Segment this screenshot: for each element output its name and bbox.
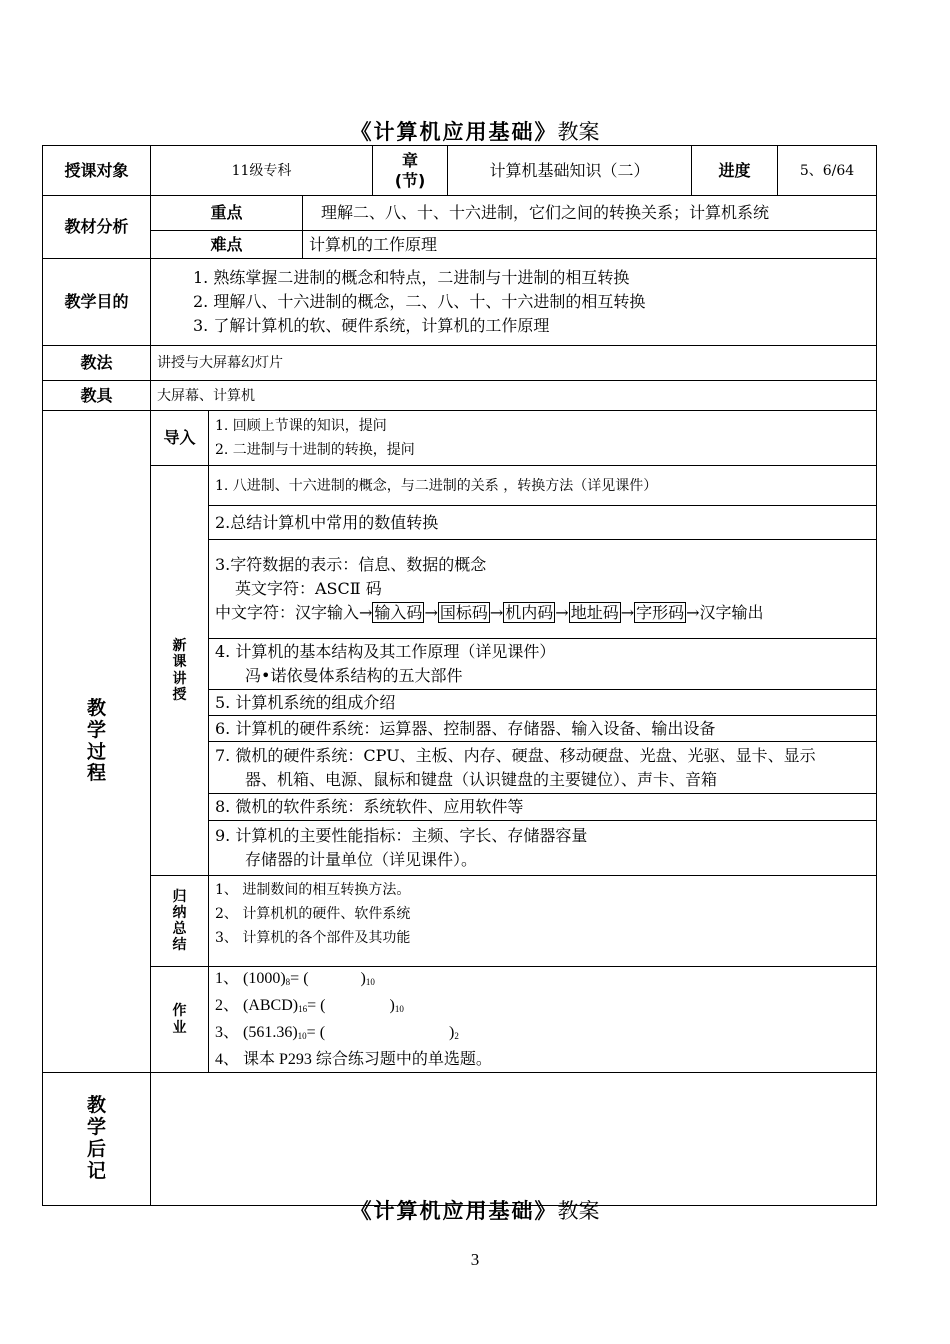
lecture-item-3	[209, 540, 877, 639]
objective-item: 2. 理解八、十六进制的概念，二、八、十、十六进制的相互转换	[193, 292, 646, 311]
objectives-list	[151, 259, 877, 346]
lecture-item-1: 1. 八进制、十六进制的概念，与二进制的关系 ，转换方法（详见课件）	[209, 466, 877, 506]
objectives-row	[43, 259, 877, 346]
afterword-label: 教 学 后 记	[86, 1094, 106, 1182]
title-bold: 《计算机应用基础》	[350, 119, 558, 144]
footer-title-bold: 《计算机应用基础》	[350, 1198, 558, 1223]
footer-title	[0, 1197, 950, 1225]
page-title	[0, 118, 950, 146]
lecture-item-4: 4. 计算机的基本结构及其工作原理（详见课件） 冯•诺依曼体系结构的五大部件	[209, 639, 877, 690]
lecture-row-1	[43, 466, 877, 506]
homework-item: 2、 $(ABCD)_{16}=$ ( )$_{10}$	[215, 997, 404, 1014]
summary-label: 归 纳 总 结	[172, 888, 187, 954]
lecture-3-line-2: 英文字符：ASCⅡ 码	[235, 579, 382, 598]
tools-value: 大屏幕、计算机	[151, 381, 877, 411]
summary-list	[209, 876, 877, 967]
homework-row	[43, 967, 877, 1073]
tools-row	[43, 381, 877, 411]
homework-item: 1、 $(1000)_8=$ ( )$_{10}$	[215, 970, 375, 987]
summary-label-cell	[151, 876, 209, 967]
code-box: 字形码	[636, 603, 685, 622]
intro-list	[209, 411, 877, 466]
homework-label: 作 业	[172, 1003, 187, 1036]
page-number: 3	[470, 1250, 480, 1269]
difficult-point-row	[43, 231, 877, 259]
lecture-label-cell	[151, 466, 209, 876]
summary-item: 2、 计算机机的硬件、软件系统	[215, 906, 411, 922]
code-box: 机内码	[505, 603, 554, 622]
chapter-label: 章 (节)	[373, 146, 448, 196]
lecture-item-9: 9. 计算机的主要性能指标：主频、字长、存储器容量 存储器的计量单位（详见课件）。	[209, 821, 877, 876]
key-point-row	[43, 196, 877, 231]
homework-item: 3、 $(561.36)_{10}=$ ( )$_2$	[215, 1024, 459, 1041]
lesson-plan-table	[42, 145, 877, 1206]
method-row	[43, 346, 877, 381]
objective-item: 1. 熟练掌握二进制的概念和特点，二进制与十进制的相互转换	[193, 268, 630, 287]
key-point-value: 理解二、八、十、十六进制，它们之间的转换关系；计算机系统	[303, 196, 877, 231]
summary-item: 1、 进制数间的相互转换方法。	[215, 882, 411, 898]
difficult-point-label: 难点	[151, 231, 303, 259]
code-box: 地址码	[570, 603, 619, 622]
intro-label: 导入	[151, 411, 209, 466]
lecture-item-6: 6. 计算机的硬件系统：运算器、控制器、存储器、输入设备、输出设备	[209, 716, 877, 742]
method-value: 讲授与大屏幕幻灯片	[151, 346, 877, 381]
summary-item: 3、 计算机的各个部件及其功能	[215, 930, 411, 946]
intro-item: 2. 二进制与十进制的转换，提问	[215, 442, 415, 458]
method-label: 教法	[43, 346, 151, 381]
afterword-value	[151, 1073, 877, 1206]
tools-label: 教具	[43, 381, 151, 411]
difficult-point-value: 计算机的工作原理	[303, 231, 877, 259]
afterword-label-cell	[43, 1073, 151, 1206]
afterword-row	[43, 1073, 877, 1206]
lecture-item-2: 2.总结计算机中常用的数值转换	[209, 506, 877, 540]
summary-row	[43, 876, 877, 967]
progress-label: 进度	[692, 146, 778, 196]
analysis-label: 教材分析	[43, 196, 151, 259]
intro-item: 1. 回顾上节课的知识，提问	[215, 418, 387, 434]
objectives-label: 教学目的	[43, 259, 151, 346]
code-box: 国标码	[439, 603, 488, 622]
chapter-value: 计算机基础知识（二）	[448, 146, 692, 196]
key-point-label: 重点	[151, 196, 303, 231]
audience-value: 11级专科	[151, 146, 373, 196]
process-label-cell	[43, 411, 151, 1073]
homework-label-cell	[151, 967, 209, 1073]
lecture-item-7: 7. 微机的硬件系统：CPU、主板、内存、硬盘、移动硬盘、光盘、光驱、显卡、显示 器、机箱、电源、鼠标和键盘（认识键盘的主要键位）、声卡、音箱	[209, 742, 877, 794]
code-box: 输入码	[374, 603, 423, 622]
title-rest: 教案	[557, 120, 600, 144]
lecture-item-8: 8. 微机的软件系统：系统软件、应用软件等	[209, 794, 877, 821]
header-row	[43, 146, 877, 196]
intro-row	[43, 411, 877, 466]
homework-list	[209, 967, 877, 1073]
audience-label: 授课对象	[43, 146, 151, 196]
lecture-label: 新 课 讲 授	[172, 638, 187, 703]
objective-item: 3. 了解计算机的软、硬件系统，计算机的工作原理	[193, 316, 550, 335]
lecture-3-line-1: 3.字符数据的表示：信息、数据的概念	[215, 555, 487, 574]
footer-title-rest: 教案	[557, 1199, 600, 1223]
homework-item: 4、 课本 P293 综合练习题中的单选题。	[215, 1051, 492, 1068]
progress-value: 5、6/64	[778, 146, 877, 196]
process-label: 教 学 过 程	[86, 696, 106, 785]
lecture-3-line-3: 中文字符：汉字输入→ 输入码 → 国标码 → 机内码 → 地址码 → 字形码 →汉字输出	[215, 603, 764, 622]
lecture-item-5: 5. 计算机系统的组成介绍	[209, 690, 877, 716]
